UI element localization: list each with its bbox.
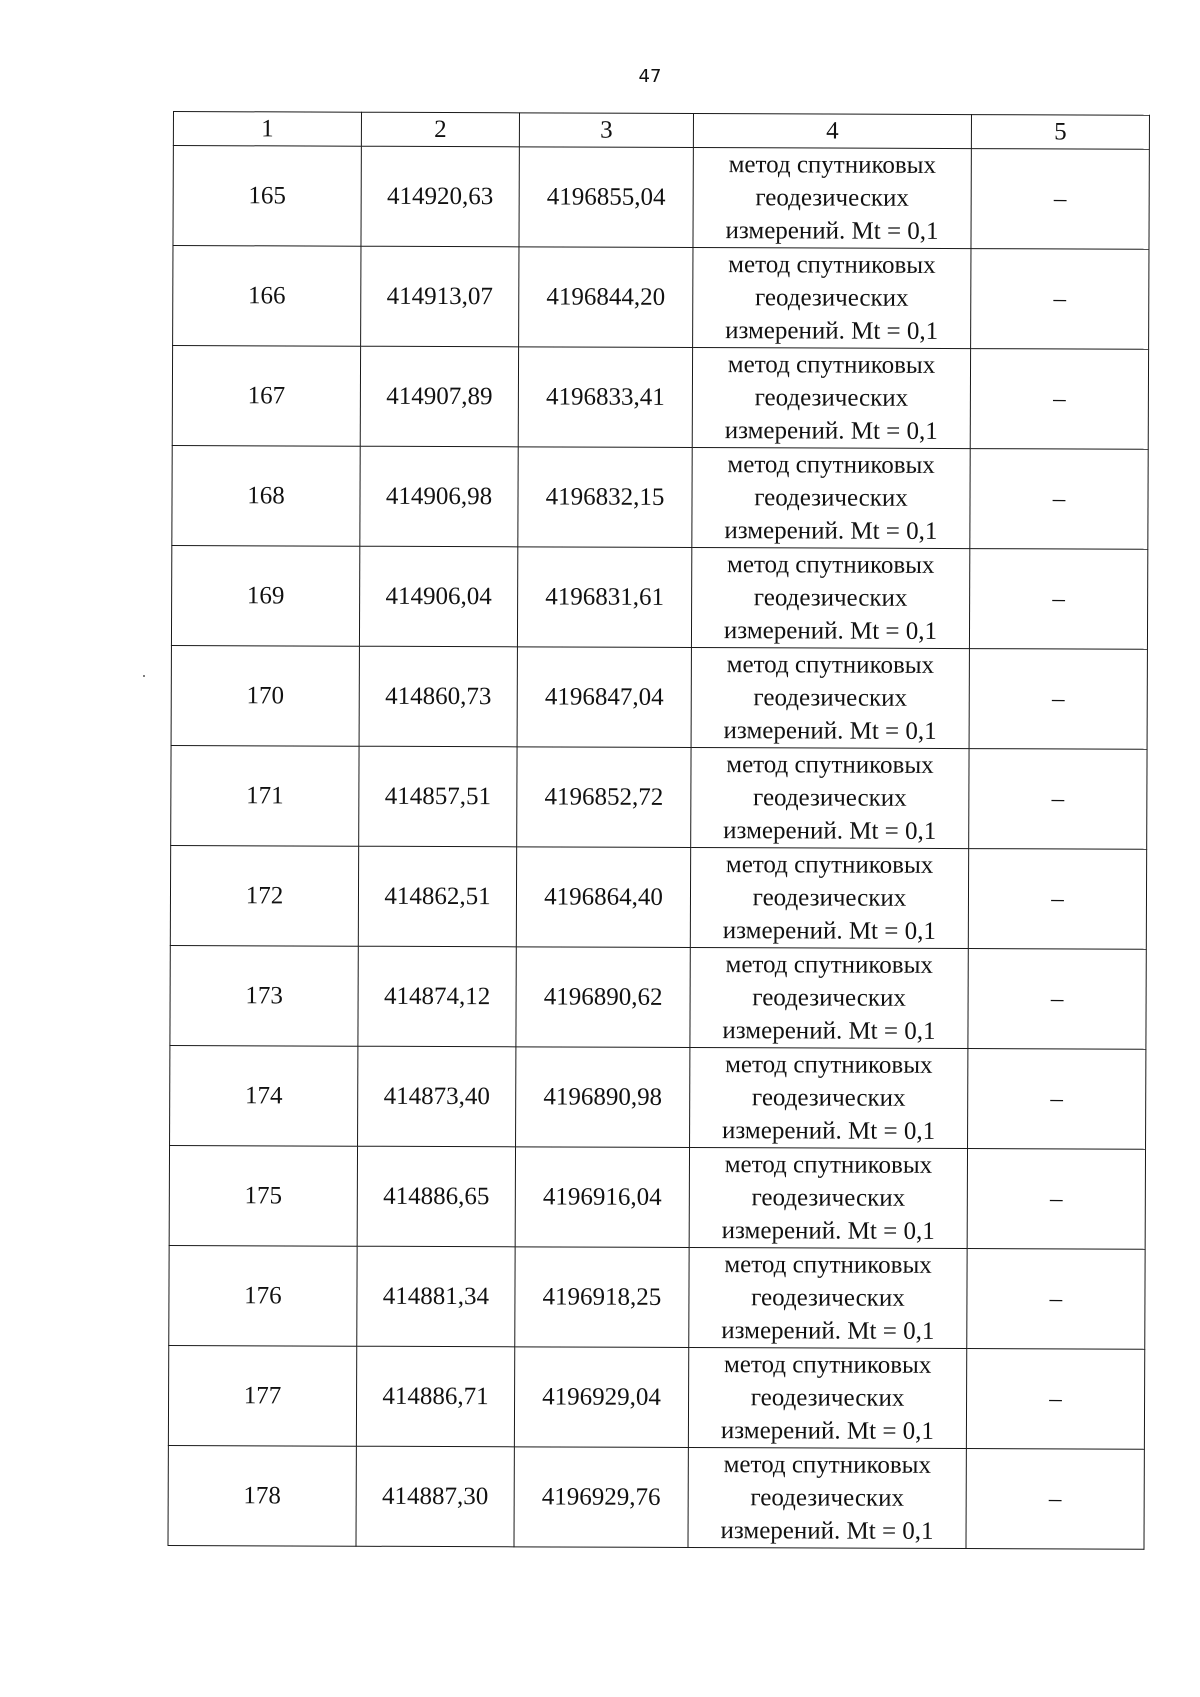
coordinates-table xyxy=(167,111,1150,1550)
method-line: измерений. Mt = 0,1 xyxy=(722,1017,936,1045)
x-coordinate-cell: 414906,98 xyxy=(360,446,518,547)
x-coordinate-cell: 414886,71 xyxy=(356,1346,514,1447)
header-cell-1: 1 xyxy=(173,112,361,147)
method-cell xyxy=(692,347,970,448)
x-coordinate-cell: 414913,07 xyxy=(361,246,519,347)
note-cell: – xyxy=(966,1449,1144,1550)
y-coordinate-cell: 4196929,04 xyxy=(514,1347,688,1448)
y-coordinate-cell: 4196916,04 xyxy=(515,1147,689,1248)
x-coordinate-cell: 414881,34 xyxy=(357,1246,515,1347)
y-coordinate-cell: 4196832,15 xyxy=(518,447,692,548)
method-line: измерений. Mt = 0,1 xyxy=(724,517,938,545)
method-line: измерений. Mt = 0,1 xyxy=(721,1217,935,1245)
method-line: геодезических xyxy=(751,1184,906,1212)
header-cell-4: 4 xyxy=(693,113,971,148)
method-line: метод спутниковых xyxy=(728,251,936,279)
note-cell: – xyxy=(970,349,1148,450)
point-number-cell: 166 xyxy=(173,246,361,347)
table-row xyxy=(170,845,1146,949)
table-row xyxy=(171,545,1147,649)
x-coordinate-cell: 414906,04 xyxy=(359,546,517,647)
y-coordinate-cell: 4196831,61 xyxy=(517,547,691,648)
table-row xyxy=(170,1045,1146,1149)
method-cell xyxy=(690,847,968,948)
y-coordinate-cell: 4196929,76 xyxy=(514,1447,688,1548)
method-line: метод спутниковых xyxy=(725,851,934,879)
method-line: геодезических xyxy=(750,1484,905,1512)
note-cell: – xyxy=(971,149,1149,250)
y-coordinate-cell: 4196890,62 xyxy=(516,947,690,1048)
header-cell-5: 5 xyxy=(971,115,1149,150)
method-line: метод спутниковых xyxy=(727,351,936,379)
method-line: метод спутниковых xyxy=(723,1451,932,1479)
note-cell: – xyxy=(968,1049,1146,1150)
method-line: геодезических xyxy=(751,1084,906,1112)
method-line: геодезических xyxy=(752,884,907,912)
y-coordinate-cell: 4196855,04 xyxy=(519,147,693,248)
method-line: метод спутниковых xyxy=(723,1351,932,1379)
method-cell xyxy=(690,1047,968,1148)
method-cell xyxy=(691,647,969,748)
method-line: метод спутниковых xyxy=(725,1051,933,1079)
point-number-cell: 169 xyxy=(171,545,359,646)
y-coordinate-cell: 4196844,20 xyxy=(519,247,693,348)
y-coordinate-cell: 4196864,40 xyxy=(516,847,690,948)
y-coordinate-cell: 4196833,41 xyxy=(518,347,692,448)
method-line: геодезических xyxy=(754,384,909,412)
method-line: геодезических xyxy=(753,684,908,712)
method-cell xyxy=(689,1147,967,1248)
x-coordinate-cell: 414874,12 xyxy=(358,946,516,1047)
table-body xyxy=(168,146,1149,1550)
point-number-cell: 178 xyxy=(168,1445,356,1546)
method-line: измерений. Mt = 0,1 xyxy=(722,917,936,945)
x-coordinate-cell: 414860,73 xyxy=(359,646,517,747)
x-coordinate-cell: 414886,65 xyxy=(357,1146,515,1247)
table-row xyxy=(169,1145,1145,1249)
method-line: метод спутниковых xyxy=(725,951,933,979)
note-cell: – xyxy=(969,549,1147,650)
method-line: измерений. Mt = 0,1 xyxy=(723,617,938,645)
method-cell xyxy=(691,747,969,848)
x-coordinate-cell: 414873,40 xyxy=(358,1046,516,1147)
note-cell: – xyxy=(966,1349,1144,1450)
method-line: метод спутниковых xyxy=(724,1251,932,1279)
method-cell xyxy=(693,247,971,348)
method-line: измерений. Mt = 0,1 xyxy=(720,1517,934,1545)
header-cell-3: 3 xyxy=(519,113,693,148)
method-cell xyxy=(688,1447,966,1548)
scan-speck xyxy=(143,675,145,677)
table-row xyxy=(168,1345,1144,1449)
method-line: метод спутниковых xyxy=(726,651,935,679)
method-line: геодезических xyxy=(750,1384,905,1412)
point-number-cell: 168 xyxy=(172,445,360,546)
header-cell-2: 2 xyxy=(361,112,519,147)
point-number-cell: 167 xyxy=(172,346,360,447)
method-line: метод спутниковых xyxy=(727,551,935,579)
method-line: геодезических xyxy=(754,284,909,312)
x-coordinate-cell: 414920,63 xyxy=(361,146,519,247)
note-cell: – xyxy=(970,449,1148,550)
method-line: измерений. Mt = 0,1 xyxy=(723,817,937,845)
method-line: измерений. Mt = 0,1 xyxy=(725,217,939,245)
point-number-cell: 172 xyxy=(170,845,358,946)
method-cell xyxy=(690,947,968,1048)
y-coordinate-cell: 4196890,98 xyxy=(516,1047,690,1148)
table-row xyxy=(173,246,1149,350)
note-cell: – xyxy=(969,649,1147,750)
method-line: измерений. Mt = 0,1 xyxy=(720,1417,935,1445)
method-cell xyxy=(692,447,970,548)
table-row xyxy=(169,1245,1145,1349)
y-coordinate-cell: 4196847,04 xyxy=(517,647,691,748)
method-cell xyxy=(688,1347,966,1448)
method-line: геодезических xyxy=(751,1284,905,1312)
method-cell xyxy=(693,147,971,248)
method-line: геодезических xyxy=(752,984,906,1012)
point-number-cell: 171 xyxy=(171,745,359,846)
point-number-cell: 173 xyxy=(170,945,358,1046)
method-cell xyxy=(689,1247,967,1348)
method-line: измерений. Mt = 0,1 xyxy=(724,417,938,445)
table-row xyxy=(170,945,1146,1049)
method-line: измерений. Mt = 0,1 xyxy=(721,1317,935,1345)
x-coordinate-cell: 414887,30 xyxy=(356,1446,514,1547)
method-line: метод спутниковых xyxy=(726,751,934,779)
method-line: измерений. Mt = 0,1 xyxy=(723,717,937,745)
method-line: геодезических xyxy=(754,484,908,512)
method-line: метод спутниковых xyxy=(728,151,937,179)
method-line: измерений. Mt = 0,1 xyxy=(725,317,939,345)
table-row xyxy=(172,445,1148,549)
page-number: 47 xyxy=(638,66,662,87)
x-coordinate-cell: 414862,51 xyxy=(358,846,516,947)
y-coordinate-cell: 4196852,72 xyxy=(517,747,691,848)
method-line: геодезических xyxy=(753,584,908,612)
x-coordinate-cell: 414907,89 xyxy=(360,346,518,447)
table-row xyxy=(173,146,1149,250)
note-cell: – xyxy=(969,749,1147,850)
method-line: геодезических xyxy=(753,784,907,812)
table-header-row xyxy=(173,112,1149,150)
note-cell: – xyxy=(971,249,1149,350)
table-row xyxy=(172,346,1148,450)
method-line: измерений. Mt = 0,1 xyxy=(721,1117,936,1145)
table-row xyxy=(171,645,1147,749)
method-line: геодезических xyxy=(755,184,910,212)
point-number-cell: 175 xyxy=(169,1145,357,1246)
point-number-cell: 170 xyxy=(171,645,359,746)
note-cell: – xyxy=(967,1249,1145,1350)
note-cell: – xyxy=(968,949,1146,1050)
method-line: метод спутниковых xyxy=(727,451,935,479)
y-coordinate-cell: 4196918,25 xyxy=(515,1247,689,1348)
table-row xyxy=(168,1445,1144,1549)
method-line: метод спутниковых xyxy=(724,1151,933,1179)
point-number-cell: 174 xyxy=(170,1045,358,1146)
point-number-cell: 165 xyxy=(173,146,361,247)
note-cell: – xyxy=(967,1149,1145,1250)
point-number-cell: 177 xyxy=(168,1345,356,1446)
method-cell xyxy=(691,547,969,648)
table-row xyxy=(171,745,1147,849)
note-cell: – xyxy=(968,849,1146,950)
x-coordinate-cell: 414857,51 xyxy=(359,746,517,847)
point-number-cell: 176 xyxy=(169,1245,357,1346)
